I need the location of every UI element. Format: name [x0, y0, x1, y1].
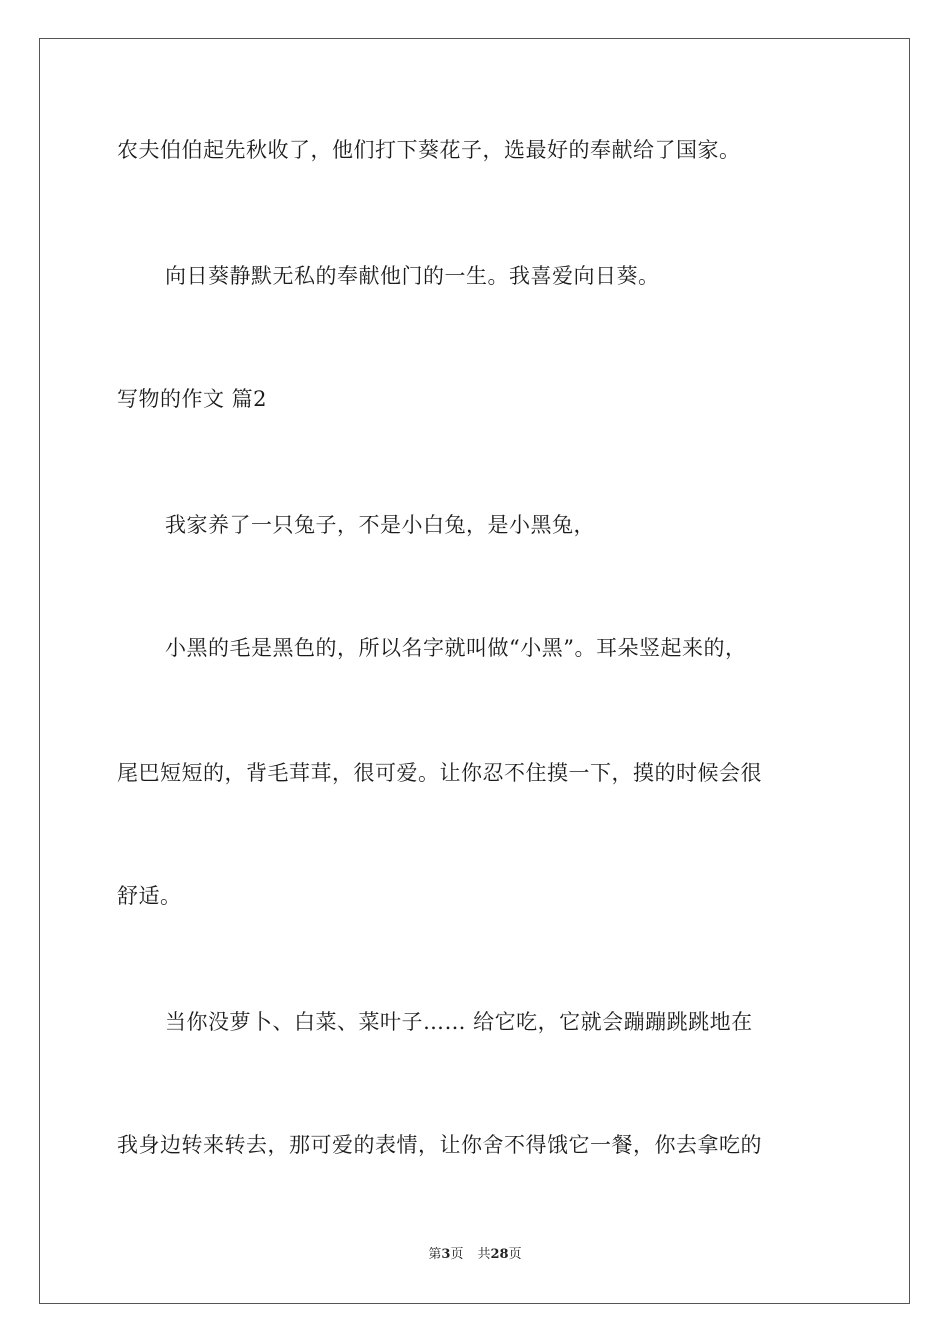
- paragraph-line: 小黑的毛是黑色的，所以名字就叫做“小黑”。耳朵竖起来的，: [165, 636, 747, 660]
- footer-page-prefix: 第: [428, 1247, 442, 1262]
- page-border: [39, 38, 910, 1304]
- footer-page-suffix: 页: [450, 1247, 464, 1262]
- paragraph-line: 尾巴短短的，背毛茸茸，很可爱。让你忍不住摸一下，摸的时候会很: [117, 761, 762, 785]
- footer-total-pages: 28: [490, 1247, 509, 1262]
- paragraph-line: 当你没萝卜、白菜、菜叶子…… 给它吃，它就会蹦蹦跳跳地在: [165, 1010, 753, 1034]
- paragraph-line: 舒适。: [117, 884, 182, 908]
- footer-total-prefix: 共: [477, 1247, 491, 1262]
- page-footer: [0, 1246, 950, 1264]
- footer-page-number: 3: [441, 1247, 451, 1262]
- section-heading: 写物的作文 篇2: [117, 387, 268, 411]
- paragraph-line: 我身边转来转去，那可爱的表情，让你舍不得饿它一餐，你去拿吃的: [117, 1133, 762, 1157]
- footer-total-suffix: 页: [508, 1247, 522, 1262]
- paragraph-line: 我家养了一只兔子，不是小白兔，是小黑兔，: [165, 513, 595, 537]
- paragraph-line: 向日葵静默无私的奉献他门的一生。我喜爱向日葵。: [165, 264, 660, 288]
- paragraph-line: 农夫伯伯起先秋收了，他们打下葵花子，选最好的奉献给了国家。: [117, 138, 741, 162]
